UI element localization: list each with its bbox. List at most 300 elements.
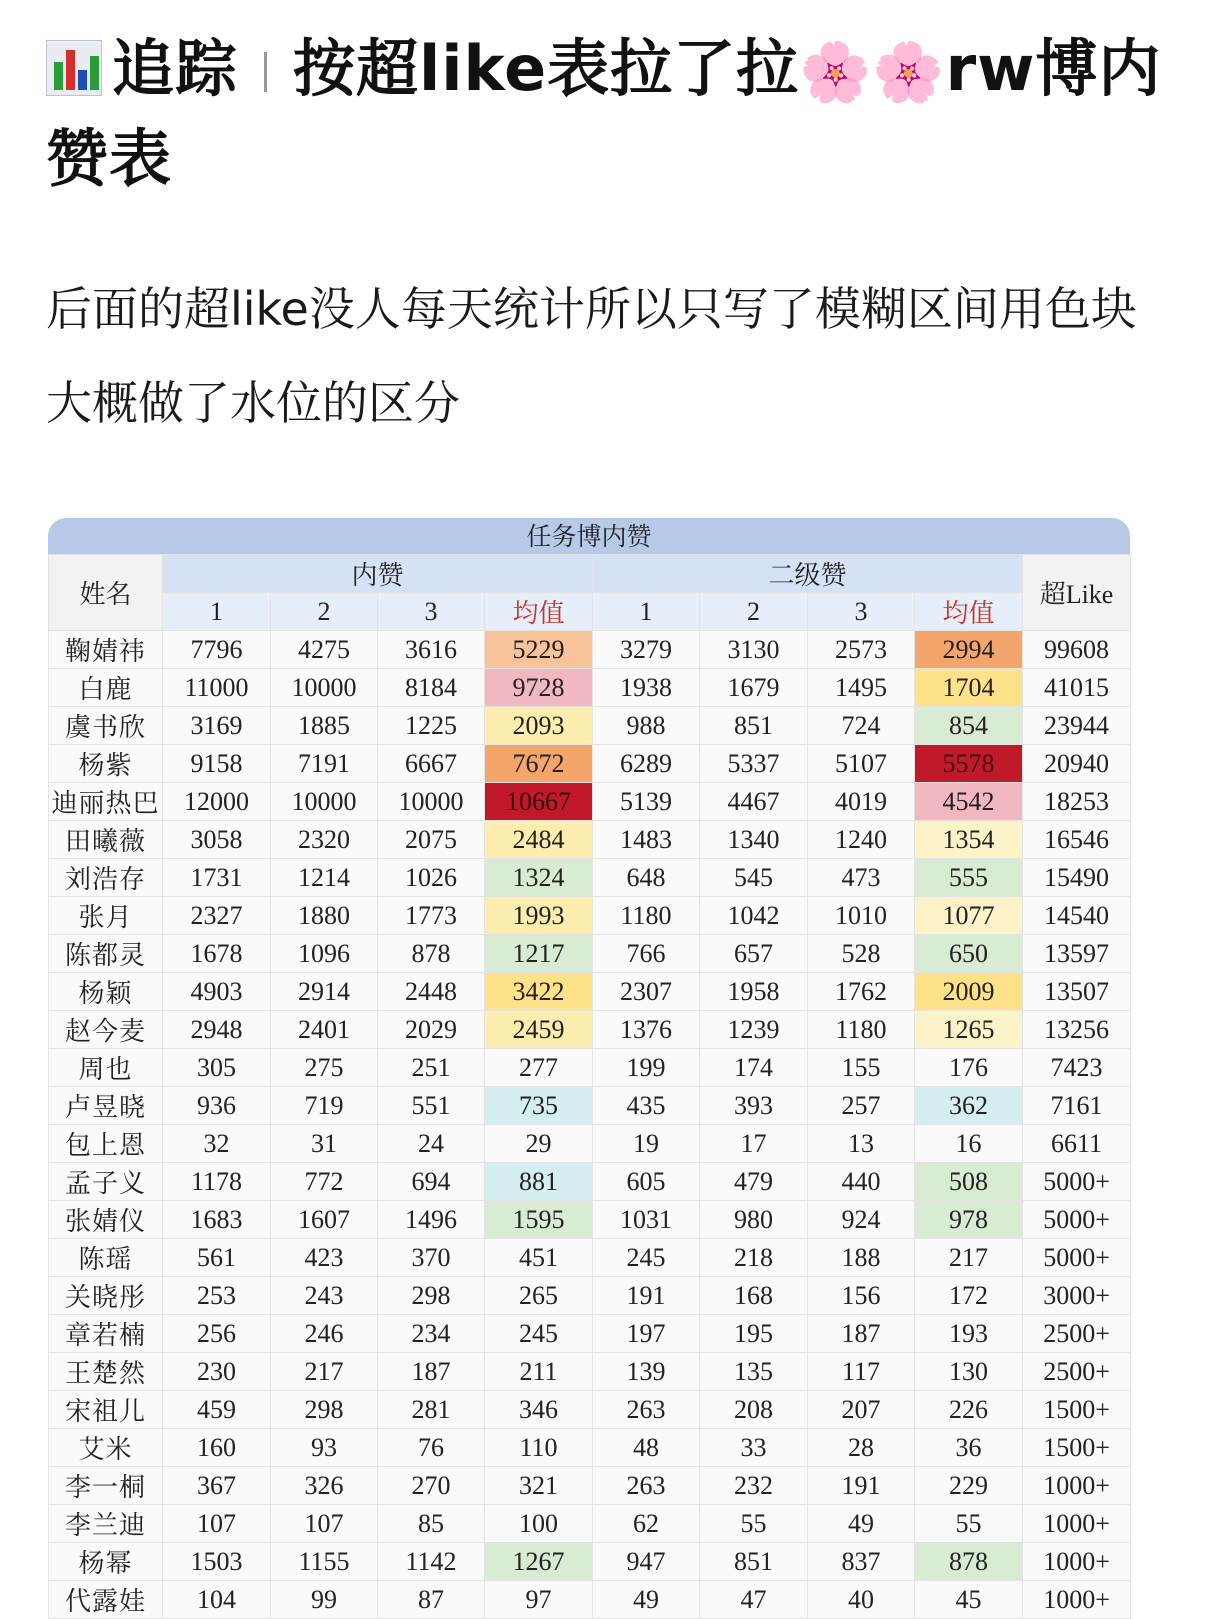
- cell-value: 298: [271, 1391, 378, 1429]
- cell-value: 1180: [593, 897, 700, 935]
- cell-value: 19: [593, 1125, 700, 1163]
- cell-value: 7796: [163, 631, 271, 669]
- cell-super-like: 18253: [1023, 783, 1131, 821]
- cell-average-secondary: 1354: [915, 821, 1023, 859]
- cell-average-inner: 1217: [485, 935, 593, 973]
- cell-super-like: 1500+: [1023, 1391, 1131, 1429]
- cell-value: 10000: [271, 783, 378, 821]
- table-row: [49, 1087, 1131, 1125]
- cell-name: 王楚然: [49, 1353, 163, 1391]
- cell-value: 107: [271, 1505, 378, 1543]
- cell-value: 191: [808, 1467, 915, 1505]
- cell-value: 326: [271, 1467, 378, 1505]
- cell-value: 230: [163, 1353, 271, 1391]
- cell-value: 1683: [163, 1201, 271, 1239]
- cell-value: 479: [700, 1163, 808, 1201]
- cell-average-secondary: 854: [915, 707, 1023, 745]
- cell-value: 32: [163, 1125, 271, 1163]
- cell-name: 白鹿: [49, 669, 163, 707]
- cell-average-inner: 1267: [485, 1543, 593, 1581]
- table-row: [49, 1467, 1131, 1505]
- cell-average-secondary: 1077: [915, 897, 1023, 935]
- cell-value: 174: [700, 1049, 808, 1087]
- table-row: [49, 973, 1131, 1011]
- cell-value: 1031: [593, 1201, 700, 1239]
- cell-value: 281: [378, 1391, 485, 1429]
- cell-value: 40: [808, 1581, 915, 1619]
- cell-average-secondary: 1704: [915, 669, 1023, 707]
- header-sub: 3: [808, 593, 915, 631]
- cell-average-inner: 881: [485, 1163, 593, 1201]
- cell-super-like: 1000+: [1023, 1505, 1131, 1543]
- cell-name: 卢昱晓: [49, 1087, 163, 1125]
- table-row: [49, 1277, 1131, 1315]
- cell-super-like: 5000+: [1023, 1163, 1131, 1201]
- cell-super-like: 1000+: [1023, 1543, 1131, 1581]
- cell-value: 9158: [163, 745, 271, 783]
- cell-value: 605: [593, 1163, 700, 1201]
- cell-value: 1885: [271, 707, 378, 745]
- cell-super-like: 13256: [1023, 1011, 1131, 1049]
- cell-value: 1225: [378, 707, 485, 745]
- table-row: [49, 1011, 1131, 1049]
- cell-value: 1880: [271, 897, 378, 935]
- cell-average-inner: 265: [485, 1277, 593, 1315]
- title-prefix: 追踪: [112, 32, 239, 105]
- cell-average-secondary: 193: [915, 1315, 1023, 1353]
- cell-value: 217: [271, 1353, 378, 1391]
- cell-value: 155: [808, 1049, 915, 1087]
- cell-average-secondary: 45: [915, 1581, 1023, 1619]
- cell-value: 1042: [700, 897, 808, 935]
- cell-value: 2573: [808, 631, 915, 669]
- cell-value: 1376: [593, 1011, 700, 1049]
- cell-value: 104: [163, 1581, 271, 1619]
- cell-value: 1180: [808, 1011, 915, 1049]
- table-row: [49, 1201, 1131, 1239]
- cell-name: 张婧仪: [49, 1201, 163, 1239]
- table-row: [49, 1125, 1131, 1163]
- cell-value: 156: [808, 1277, 915, 1315]
- cell-value: 2327: [163, 897, 271, 935]
- cell-name: 田曦薇: [49, 821, 163, 859]
- cell-value: 245: [593, 1239, 700, 1277]
- cell-average-inner: 7672: [485, 745, 593, 783]
- table-row: [49, 1315, 1131, 1353]
- cell-name: 宋祖儿: [49, 1391, 163, 1429]
- cherry-blossom-icon: 🌸: [872, 38, 946, 106]
- cell-value: 1096: [271, 935, 378, 973]
- cell-average-secondary: 217: [915, 1239, 1023, 1277]
- cell-average-secondary: 650: [915, 935, 1023, 973]
- header-sub: 1: [593, 593, 700, 631]
- cell-super-like: 7161: [1023, 1087, 1131, 1125]
- header-group-inner-likes: 内赞: [163, 555, 593, 593]
- cell-value: 33: [700, 1429, 808, 1467]
- cell-name: 李一桐: [49, 1467, 163, 1505]
- table-row: [49, 1049, 1131, 1087]
- cell-value: 851: [700, 1543, 808, 1581]
- cell-average-inner: 277: [485, 1049, 593, 1087]
- cell-super-like: 23944: [1023, 707, 1131, 745]
- cell-value: 1773: [378, 897, 485, 935]
- table-row: [49, 1581, 1131, 1619]
- cell-super-like: 20940: [1023, 745, 1131, 783]
- cell-value: 298: [378, 1277, 485, 1315]
- cherry-blossom-icon: 🌸: [799, 38, 873, 106]
- cell-value: 49: [593, 1581, 700, 1619]
- cell-value: 197: [593, 1315, 700, 1353]
- cell-value: 947: [593, 1543, 700, 1581]
- cell-value: 3058: [163, 821, 271, 859]
- cell-super-like: 13597: [1023, 935, 1131, 973]
- cell-value: 459: [163, 1391, 271, 1429]
- cell-average-secondary: 130: [915, 1353, 1023, 1391]
- cell-value: 4019: [808, 783, 915, 821]
- cell-average-inner: 10667: [485, 783, 593, 821]
- cell-value: 837: [808, 1543, 915, 1581]
- cell-value: 24: [378, 1125, 485, 1163]
- cell-value: 724: [808, 707, 915, 745]
- title-text: 按超like表拉了拉: [293, 32, 800, 105]
- cell-value: 208: [700, 1391, 808, 1429]
- cell-value: 3169: [163, 707, 271, 745]
- cell-value: 561: [163, 1239, 271, 1277]
- cell-value: 2029: [378, 1011, 485, 1049]
- cell-name: 迪丽热巴: [49, 783, 163, 821]
- table-row: [49, 1543, 1131, 1581]
- cell-value: 2075: [378, 821, 485, 859]
- cell-value: 1731: [163, 859, 271, 897]
- cell-value: 160: [163, 1429, 271, 1467]
- cell-value: 4903: [163, 973, 271, 1011]
- cell-value: 305: [163, 1049, 271, 1087]
- cell-value: 1214: [271, 859, 378, 897]
- cell-name: 孟子义: [49, 1163, 163, 1201]
- cell-average-secondary: 16: [915, 1125, 1023, 1163]
- cell-value: 5337: [700, 745, 808, 783]
- cell-value: 139: [593, 1353, 700, 1391]
- cell-average-inner: 2093: [485, 707, 593, 745]
- data-table: [48, 554, 1131, 1619]
- cell-value: 1340: [700, 821, 808, 859]
- cell-value: 8184: [378, 669, 485, 707]
- cell-value: 657: [700, 935, 808, 973]
- cell-value: 251: [378, 1049, 485, 1087]
- cell-value: 207: [808, 1391, 915, 1429]
- cell-super-like: 41015: [1023, 669, 1131, 707]
- cell-average-inner: 3422: [485, 973, 593, 1011]
- cell-super-like: 1000+: [1023, 1581, 1131, 1619]
- cell-super-like: 1500+: [1023, 1429, 1131, 1467]
- cell-value: 93: [271, 1429, 378, 1467]
- cell-average-secondary: 229: [915, 1467, 1023, 1505]
- cell-value: 187: [808, 1315, 915, 1353]
- cell-value: 99: [271, 1581, 378, 1619]
- cell-name: 鞠婧祎: [49, 631, 163, 669]
- cell-super-like: 3000+: [1023, 1277, 1131, 1315]
- cell-average-secondary: 55: [915, 1505, 1023, 1543]
- cell-value: 11000: [163, 669, 271, 707]
- cell-name: 陈瑶: [49, 1239, 163, 1277]
- cell-value: 924: [808, 1201, 915, 1239]
- post-title: [46, 24, 1166, 204]
- cell-average-inner: 211: [485, 1353, 593, 1391]
- cell-value: 766: [593, 935, 700, 973]
- cell-value: 275: [271, 1049, 378, 1087]
- cell-value: 393: [700, 1087, 808, 1125]
- cell-value: 168: [700, 1277, 808, 1315]
- cell-value: 243: [271, 1277, 378, 1315]
- cell-value: 1503: [163, 1543, 271, 1581]
- cell-value: 1240: [808, 821, 915, 859]
- cell-name: 张月: [49, 897, 163, 935]
- cell-average-secondary: 226: [915, 1391, 1023, 1429]
- cell-value: 187: [378, 1353, 485, 1391]
- cell-value: 199: [593, 1049, 700, 1087]
- cell-value: 1178: [163, 1163, 271, 1201]
- cell-value: 2320: [271, 821, 378, 859]
- cell-value: 2307: [593, 973, 700, 1011]
- cell-value: 719: [271, 1087, 378, 1125]
- cell-name: 虞书欣: [49, 707, 163, 745]
- cell-value: 12000: [163, 783, 271, 821]
- cell-value: 253: [163, 1277, 271, 1315]
- cell-value: 435: [593, 1087, 700, 1125]
- cell-super-like: 2500+: [1023, 1353, 1131, 1391]
- header-average: 均值: [915, 593, 1023, 631]
- cell-value: 2948: [163, 1011, 271, 1049]
- cell-value: 107: [163, 1505, 271, 1543]
- cell-value: 367: [163, 1467, 271, 1505]
- table-row: [49, 669, 1131, 707]
- cell-value: 263: [593, 1391, 700, 1429]
- table-row: [49, 897, 1131, 935]
- cell-name: 陈都灵: [49, 935, 163, 973]
- cell-average-secondary: 172: [915, 1277, 1023, 1315]
- cell-value: 551: [378, 1087, 485, 1125]
- cell-value: 878: [378, 935, 485, 973]
- bar-chart-icon: [46, 40, 102, 96]
- cell-value: 13: [808, 1125, 915, 1163]
- cell-value: 5139: [593, 783, 700, 821]
- cell-average-inner: 97: [485, 1581, 593, 1619]
- cell-value: 772: [271, 1163, 378, 1201]
- cell-average-inner: 346: [485, 1391, 593, 1429]
- table-row: [49, 935, 1131, 973]
- header-sub: 2: [700, 593, 808, 631]
- cell-super-like: 1000+: [1023, 1467, 1131, 1505]
- cell-value: 48: [593, 1429, 700, 1467]
- cell-value: 188: [808, 1239, 915, 1277]
- cell-average-secondary: 1265: [915, 1011, 1023, 1049]
- cell-value: 2914: [271, 973, 378, 1011]
- cell-value: 17: [700, 1125, 808, 1163]
- cell-average-secondary: 176: [915, 1049, 1023, 1087]
- cell-name: 李兰迪: [49, 1505, 163, 1543]
- cell-average-secondary: 5578: [915, 745, 1023, 783]
- cell-value: 440: [808, 1163, 915, 1201]
- cell-super-like: 14540: [1023, 897, 1131, 935]
- cell-average-inner: 735: [485, 1087, 593, 1125]
- cell-name: 杨紫: [49, 745, 163, 783]
- cell-value: 528: [808, 935, 915, 973]
- cell-value: 648: [593, 859, 700, 897]
- cell-value: 246: [271, 1315, 378, 1353]
- cell-value: 2448: [378, 973, 485, 1011]
- cell-value: 2401: [271, 1011, 378, 1049]
- cell-value: 28: [808, 1429, 915, 1467]
- cell-average-secondary: 508: [915, 1163, 1023, 1201]
- table-row: [49, 821, 1131, 859]
- cell-average-secondary: 978: [915, 1201, 1023, 1239]
- cell-name: 杨颖: [49, 973, 163, 1011]
- cell-average-secondary: 555: [915, 859, 1023, 897]
- cell-value: 4467: [700, 783, 808, 821]
- cell-average-secondary: 2009: [915, 973, 1023, 1011]
- sheet-title: 任务博内赞: [48, 518, 1130, 554]
- cell-name: 周也: [49, 1049, 163, 1087]
- cell-value: 3130: [700, 631, 808, 669]
- cell-value: 1938: [593, 669, 700, 707]
- table-row: [49, 1239, 1131, 1277]
- cell-value: 1239: [700, 1011, 808, 1049]
- cell-average-inner: 1993: [485, 897, 593, 935]
- table-row: [49, 859, 1131, 897]
- cell-value: 423: [271, 1239, 378, 1277]
- cell-super-like: 5000+: [1023, 1239, 1131, 1277]
- cell-name: 包上恩: [49, 1125, 163, 1163]
- cell-value: 6289: [593, 745, 700, 783]
- cell-value: 6667: [378, 745, 485, 783]
- header-super-like: 超Like: [1023, 555, 1131, 631]
- title-suffix: rw博内赞表: [46, 32, 1162, 195]
- cell-name: 杨幂: [49, 1543, 163, 1581]
- cell-value: 232: [700, 1467, 808, 1505]
- post-description: 后面的超like没人每天统计所以只写了模糊区间用色块大概做了水位的区分: [46, 282, 1137, 430]
- cell-value: 545: [700, 859, 808, 897]
- cell-value: 3616: [378, 631, 485, 669]
- cell-value: 76: [378, 1429, 485, 1467]
- cell-value: 191: [593, 1277, 700, 1315]
- cell-super-like: 13507: [1023, 973, 1131, 1011]
- cell-value: 980: [700, 1201, 808, 1239]
- cell-value: 1496: [378, 1201, 485, 1239]
- header-name: 姓名: [49, 555, 163, 631]
- header-sub: 1: [163, 593, 271, 631]
- cell-average-inner: 1324: [485, 859, 593, 897]
- cell-value: 370: [378, 1239, 485, 1277]
- cell-average-inner: 245: [485, 1315, 593, 1353]
- cell-value: 257: [808, 1087, 915, 1125]
- table-row: [49, 1163, 1131, 1201]
- cell-average-inner: 2484: [485, 821, 593, 859]
- cell-average-inner: 29: [485, 1125, 593, 1163]
- table-row: [49, 1391, 1131, 1429]
- cell-value: 4275: [271, 631, 378, 669]
- cell-average-inner: 5229: [485, 631, 593, 669]
- cell-value: 270: [378, 1467, 485, 1505]
- cell-value: 234: [378, 1315, 485, 1353]
- cell-value: 5107: [808, 745, 915, 783]
- cell-average-inner: 451: [485, 1239, 593, 1277]
- table-row: [49, 707, 1131, 745]
- table-row: [49, 1429, 1131, 1467]
- cell-value: 1679: [700, 669, 808, 707]
- header-sub: 3: [378, 593, 485, 631]
- cell-value: 473: [808, 859, 915, 897]
- cell-value: 1155: [271, 1543, 378, 1581]
- title-separator: [264, 52, 267, 92]
- cell-value: 694: [378, 1163, 485, 1201]
- cell-average-inner: 100: [485, 1505, 593, 1543]
- cell-super-like: 6611: [1023, 1125, 1131, 1163]
- cell-value: 1026: [378, 859, 485, 897]
- cell-value: 936: [163, 1087, 271, 1125]
- cell-value: 1483: [593, 821, 700, 859]
- cell-value: 1607: [271, 1201, 378, 1239]
- cell-average-inner: 9728: [485, 669, 593, 707]
- cell-name: 关晓彤: [49, 1277, 163, 1315]
- cell-average-secondary: 36: [915, 1429, 1023, 1467]
- spreadsheet: [48, 518, 1130, 1619]
- cell-name: 艾米: [49, 1429, 163, 1467]
- cell-value: 31: [271, 1125, 378, 1163]
- cell-value: 85: [378, 1505, 485, 1543]
- table-row: [49, 631, 1131, 669]
- cell-value: 1010: [808, 897, 915, 935]
- cell-value: 117: [808, 1353, 915, 1391]
- cell-value: 218: [700, 1239, 808, 1277]
- cell-super-like: 15490: [1023, 859, 1131, 897]
- header-group-secondary-likes: 二级赞: [593, 555, 1023, 593]
- cell-average-secondary: 2994: [915, 631, 1023, 669]
- cell-value: 10000: [271, 669, 378, 707]
- cell-value: 62: [593, 1505, 700, 1543]
- cell-value: 1495: [808, 669, 915, 707]
- cell-average-inner: 2459: [485, 1011, 593, 1049]
- cell-value: 87: [378, 1581, 485, 1619]
- cell-super-like: 99608: [1023, 631, 1131, 669]
- header-sub: 2: [271, 593, 378, 631]
- cell-value: 1958: [700, 973, 808, 1011]
- cell-super-like: 5000+: [1023, 1201, 1131, 1239]
- cell-value: 55: [700, 1505, 808, 1543]
- cell-value: 1678: [163, 935, 271, 973]
- cell-name: 代露娃: [49, 1581, 163, 1619]
- cell-value: 1762: [808, 973, 915, 1011]
- cell-value: 851: [700, 707, 808, 745]
- cell-value: 988: [593, 707, 700, 745]
- cell-value: 256: [163, 1315, 271, 1353]
- cell-value: 10000: [378, 783, 485, 821]
- cell-value: 135: [700, 1353, 808, 1391]
- header-average: 均值: [485, 593, 593, 631]
- cell-average-inner: 1595: [485, 1201, 593, 1239]
- cell-value: 47: [700, 1581, 808, 1619]
- cell-name: 刘浩存: [49, 859, 163, 897]
- cell-value: 7191: [271, 745, 378, 783]
- cell-value: 195: [700, 1315, 808, 1353]
- cell-average-secondary: 4542: [915, 783, 1023, 821]
- cell-name: 赵今麦: [49, 1011, 163, 1049]
- cell-average-secondary: 362: [915, 1087, 1023, 1125]
- cell-value: 1142: [378, 1543, 485, 1581]
- cell-average-secondary: 878: [915, 1543, 1023, 1581]
- cell-value: 49: [808, 1505, 915, 1543]
- cell-value: 263: [593, 1467, 700, 1505]
- table-row: [49, 1505, 1131, 1543]
